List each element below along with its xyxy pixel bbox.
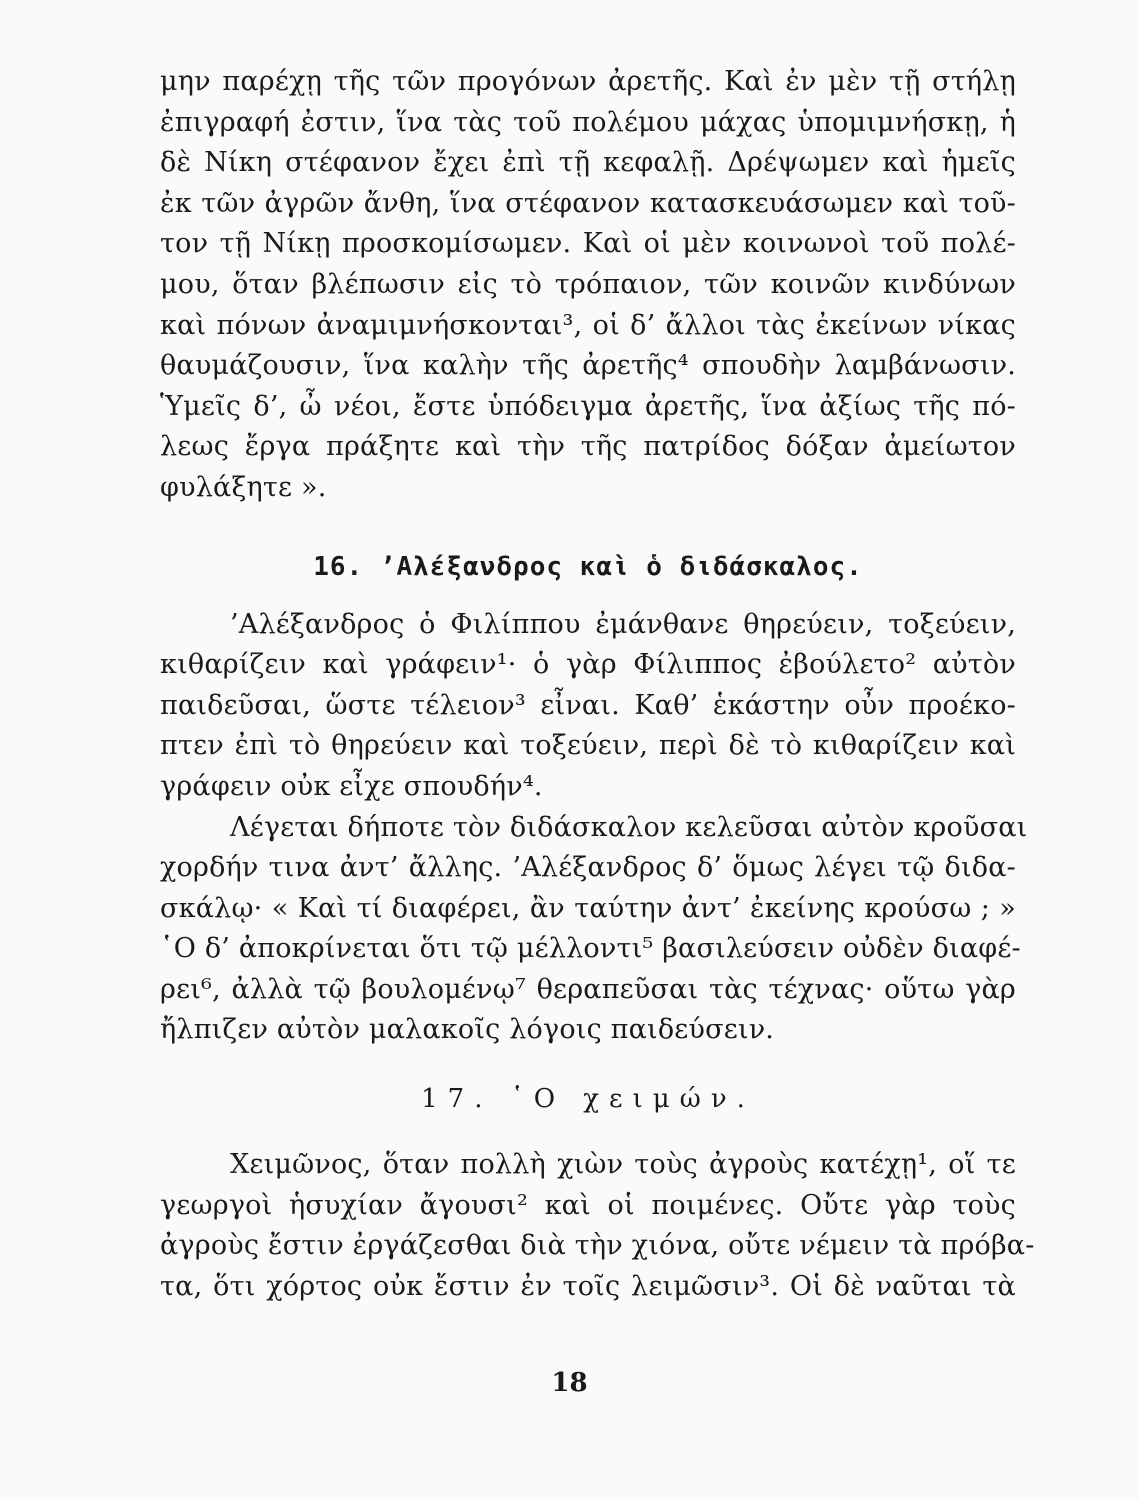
page-number: 18 xyxy=(551,1368,588,1398)
section-16-paragraph-2 xyxy=(160,808,1028,1052)
text-line: ἀγροὺς ἔστιν ἐργάζεσθαι διὰ τὴν χιόνα, οὔτε νέμειν τὰ πρόβα- xyxy=(160,1230,1035,1262)
text-line: γράφειν οὐκ εἶχε σπουδήν⁴. xyxy=(160,770,543,802)
text-line: θαυμάζουσιν, ἵνα καλὴν τῆς ἀρετῆς⁴ σπουδὴν λαμβάνωσιν. xyxy=(160,350,1016,382)
text-line: Χειμῶνος, ὅταν πολλὴ χιὼν τοὺς ἀγροὺς κατέχῃ¹, οἵ τε xyxy=(230,1149,1016,1181)
text-line: ῾Ο δ’ ἀποκρίνεται ὅτι τῷ μέλλοντι⁵ βασιλεύσειν οὐδὲν διαφέ- xyxy=(160,933,1021,965)
text-line: ρει⁶, ἀλλὰ τῷ βουλομένῳ⁷ θεραπεῦσαι τὰς τέχνας· οὕτω γὰρ xyxy=(160,973,1016,1005)
text-line: ἐκ τῶν ἀγρῶν ἄνθη, ἵνα στέφανον κατασκευάσωμεν καὶ τοῦ- xyxy=(160,187,1016,219)
text-line: τα, ὅτι χόρτος οὐκ ἔστιν ἐν τοῖς λειμῶσιν³. Οἱ δὲ ναῦται τὰ xyxy=(160,1270,1016,1302)
text-line: παιδεῦσαι, ὥστε τέλειον³ εἶναι. Καθ’ ἑκάστην οὖν προέκο- xyxy=(160,689,1016,721)
text-line: καὶ πόνων ἀναμιμνήσκονται³, οἱ δ’ ἄλλοι τὰς ἐκείνων νίκας xyxy=(160,309,1016,341)
text-line: μου, ὅταν βλέπωσιν εἰς τὸ τρόπαιον, τῶν κοινῶν κινδύνων xyxy=(160,268,1016,300)
text-line: μην παρέχῃ τῆς τῶν προγόνων ἀρετῆς. Καὶ ἐν μὲν τῇ στήλῃ xyxy=(160,66,1016,97)
section-16-title xyxy=(160,537,1016,597)
text-line: Λέγεται δήποτε τὸν διδάσκαλον κελεῦσαι αὐτὸν κροῦσαι xyxy=(230,811,1028,843)
text-line: Ὑμεῖς δ’, ὦ νέοι, ἔστε ὑπόδειγμα ἀρετῆς, ἵνα ἀξίως τῆς πό- xyxy=(160,390,1016,422)
text-line: τον τῇ Νίκῃ προσκομίσωμεν. Καὶ οἱ μὲν κοινωνοὶ τοῦ πολέ- xyxy=(160,228,1016,260)
section-16-title-text: 16. ’Αλέξανδρος καὶ ὁ διδάσκαλος. xyxy=(313,551,863,582)
section-16-paragraph-1 xyxy=(160,605,1016,808)
text-line: πτεν ἐπὶ τὸ θηρεύειν καὶ τοξεύειν, περὶ δὲ τὸ κιθαρίζειν καὶ xyxy=(160,730,1016,762)
intro-paragraph xyxy=(160,62,1016,509)
page-body xyxy=(160,62,1035,1307)
text-line: χορδήν τινα ἀντ’ ἄλλης. ’Αλέξανδρος δ’ ὅμως λέγει τῷ διδα- xyxy=(160,852,1016,884)
text-line: ἤλπιζεν αὐτὸν μαλακοῖς λόγοις παιδεύσειν. xyxy=(160,1014,775,1046)
text-line: ’Αλέξανδρος ὁ Φιλίππου ἐμάνθανε θηρεύειν, τοξεύειν, xyxy=(230,608,1016,640)
text-line: σκάλῳ· « Καὶ τί διαφέρει, ἂν ταύτην ἀντ’ ἐκείνης κρούσω ; » xyxy=(160,892,1016,924)
text-line: κιθαρίζειν καὶ γράφειν¹· ὁ γὰρ Φίλιππος ἐβούλετο² αὐτὸν xyxy=(160,649,1016,681)
text-line: φυλάξητε ». xyxy=(160,471,327,503)
section-17-title xyxy=(160,1069,1016,1129)
text-line: λεως ἔργα πράξητε καὶ τὴν τῆς πατρίδος δόξαν ἀμείωτον xyxy=(160,431,1016,463)
section-17-title-text: 17. ῾Ο χειμών. xyxy=(421,1084,755,1115)
text-line: γεωργοὶ ἡσυχίαν ἄγουσι² καὶ οἱ ποιμένες. Οὔτε γὰρ τοὺς xyxy=(160,1189,1016,1221)
text-line: δὲ Νίκη στέφανον ἔχει ἐπὶ τῇ κεφαλῇ. Δρέψωμεν καὶ ἡμεῖς xyxy=(160,147,1016,179)
text-line: ἐπιγραφή ἐστιν, ἵνα τὰς τοῦ πολέμου μάχας ὑπομιμνήσκῃ, ἡ xyxy=(160,106,1016,138)
section-17-paragraph-1 xyxy=(160,1145,1035,1307)
